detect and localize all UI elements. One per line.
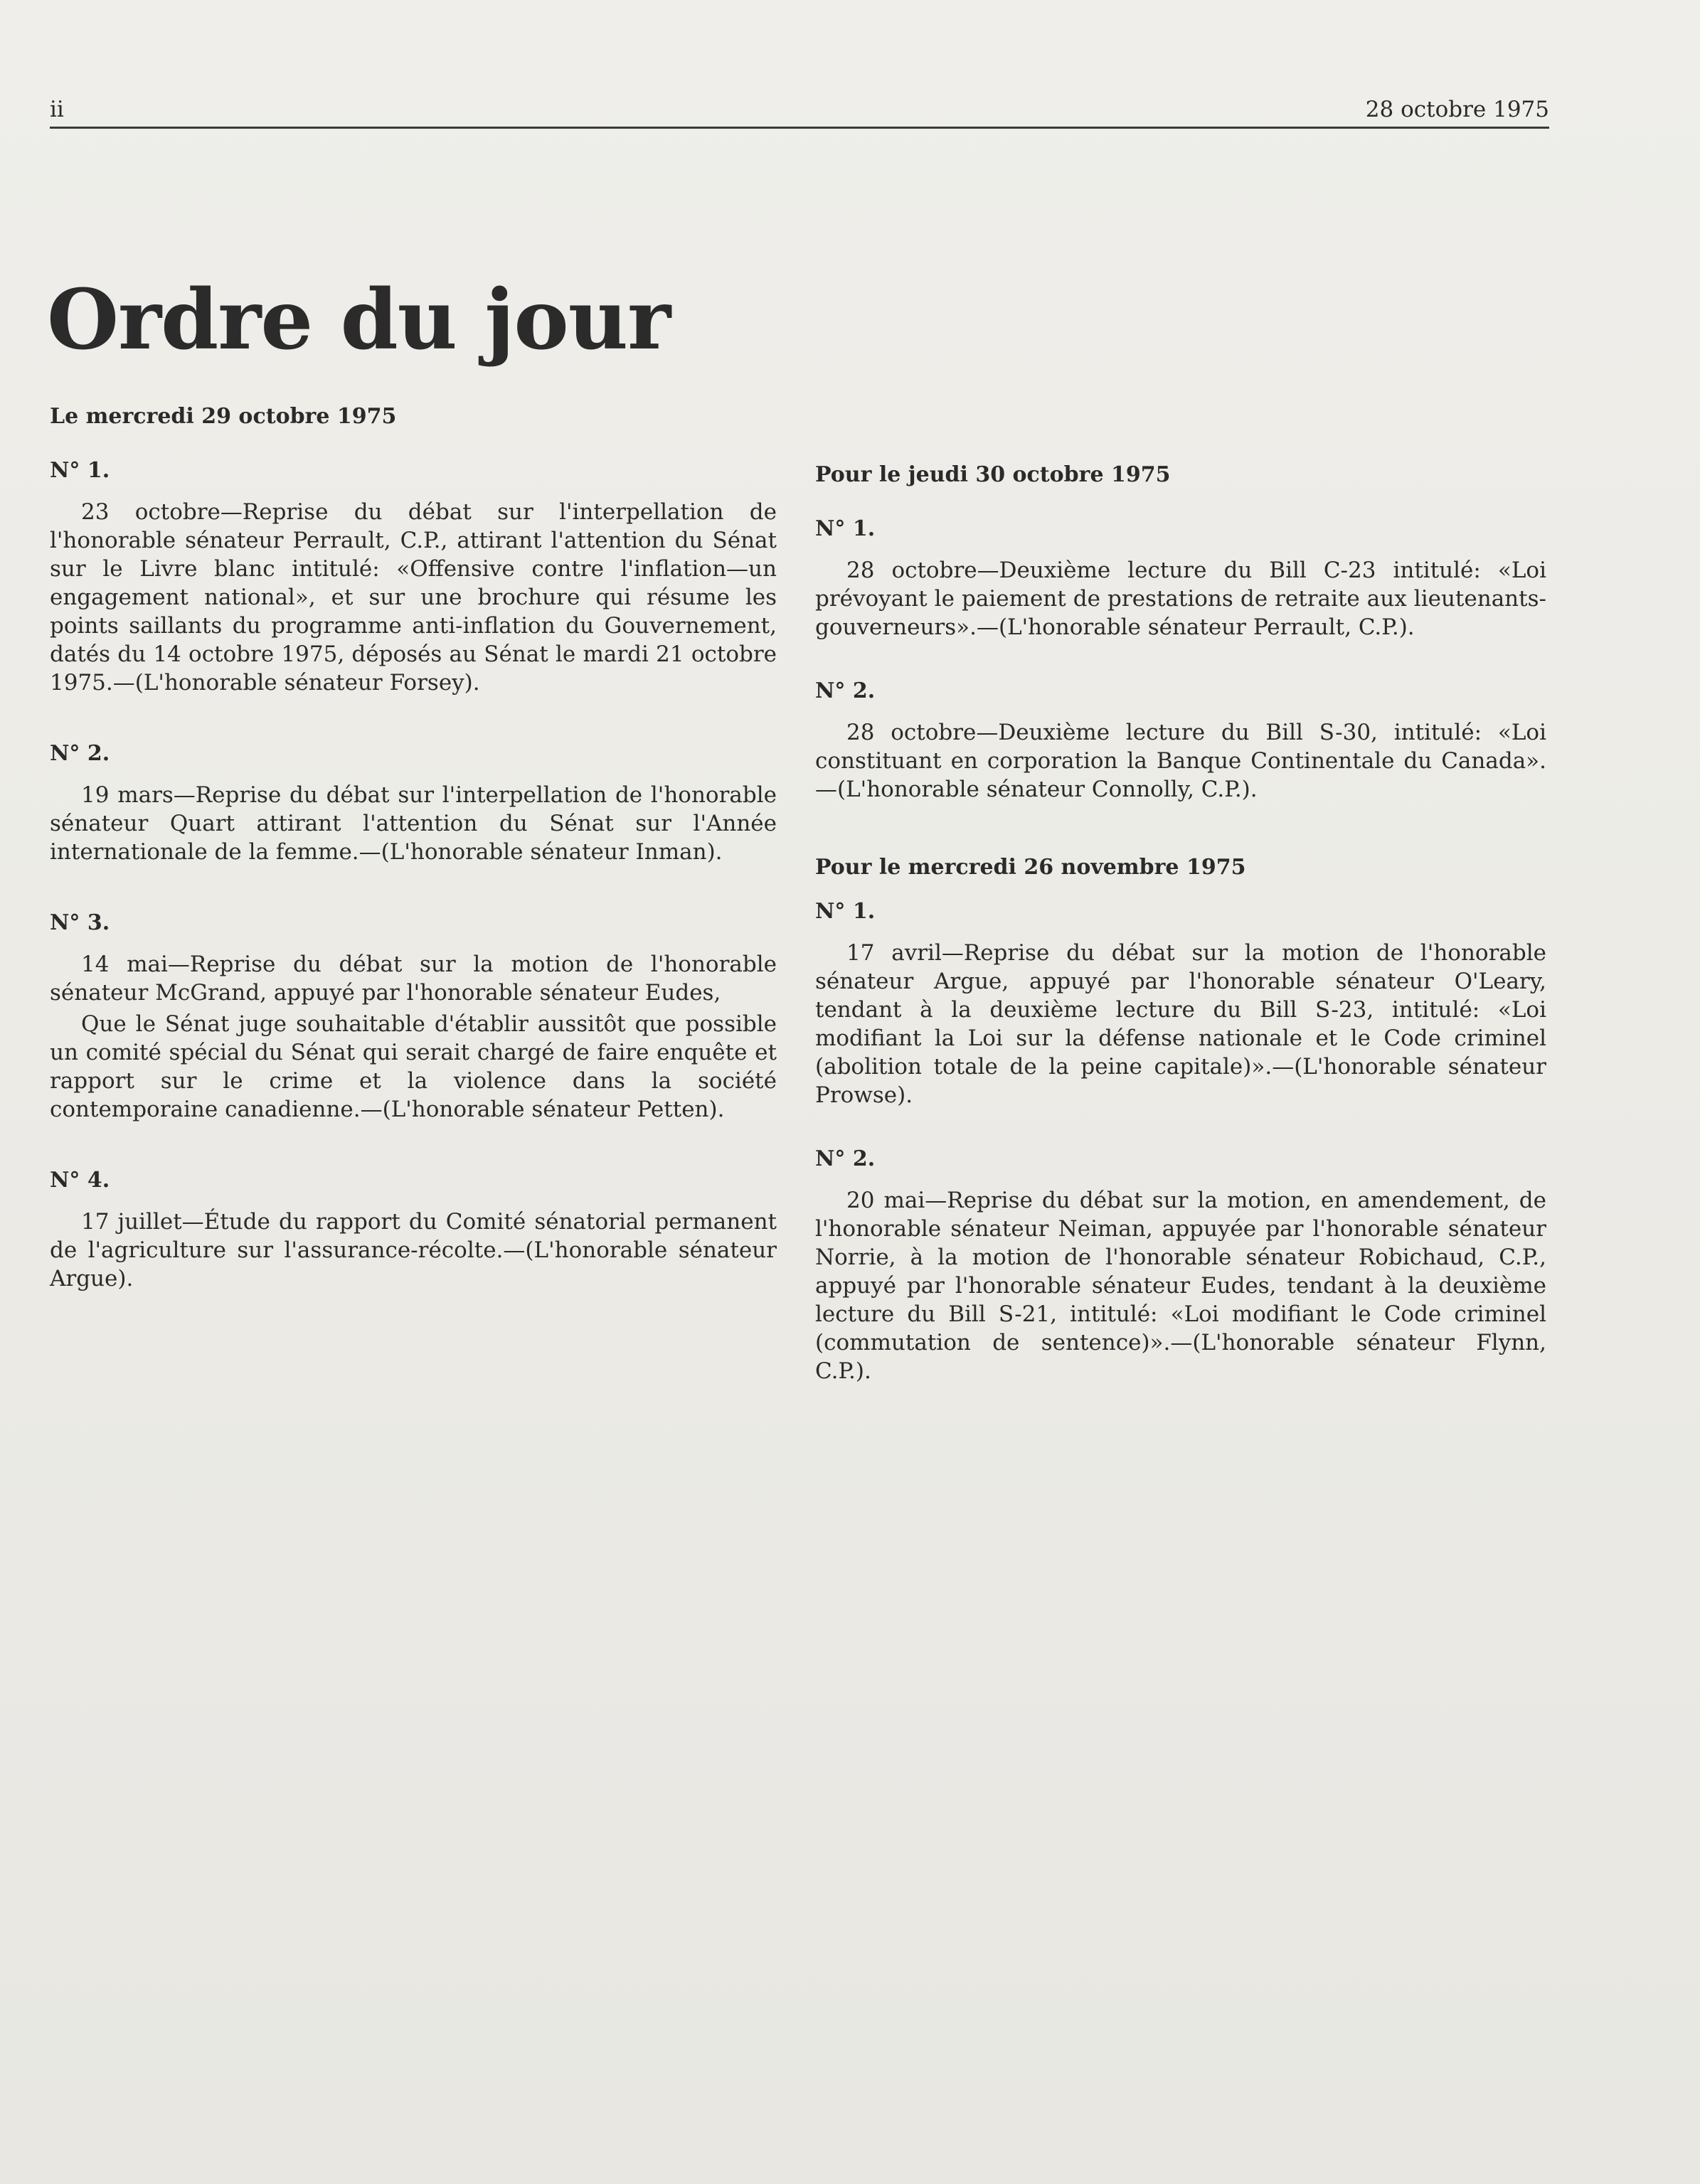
- agenda-section: [815, 461, 1546, 804]
- agenda-item: [815, 677, 1546, 804]
- item-text: 28 octobre—Deuxième lecture du Bill S-30, intitulé: «Loi constituant en corporation la Banque Continentale du Canada».—(L'honorable sénateur Connolly, C.P.).: [815, 720, 1546, 802]
- item-text: 28 octobre—Deuxième lecture du Bill C-23 intitulé: «Loi prévoyant le paiement de prestations de retraite aux lieutenants-gouverneurs».—(L'honorable sénateur Perrault, C.P.).: [815, 558, 1546, 640]
- agenda-item: [50, 1166, 777, 1293]
- item-number: N° 1.: [815, 899, 876, 924]
- item-number: N° 1.: [815, 516, 876, 541]
- page-header: [50, 97, 1549, 129]
- right-column: [815, 461, 1546, 1414]
- item-text: 14 mai—Reprise du débat sur la motion de l'honorable sénateur McGrand, appuyé par l'honorable sénateur Eudes,: [50, 952, 777, 1006]
- left-column: [50, 403, 777, 1321]
- item-number: N° 4.: [50, 1168, 110, 1193]
- header-date: 28 octobre 1975: [1365, 97, 1549, 122]
- item-text: 20 mai—Reprise du débat sur la motion, en amendement, de l'honorable sénateur Neiman, appuyée par l'honorable sénateur Norrie, à la motion de l'honorable sénateur Robichaud, C.P., appuyé par l'honorable sénateur Eudes, tendant à la deuxième lecture du Bill S-21, intitulé: «Loi modifiant le Code criminel (commutation de sentence)».—(L'honorable sénateur Flynn, C.P.).: [815, 1188, 1546, 1384]
- item-number: N° 1.: [50, 458, 110, 483]
- item-text: 19 mars—Reprise du débat sur l'interpellation de l'honorable sénateur Quart attirant l'attention du Sénat sur l'Année internationale de la femme.—(L'honorable sénateur Inman).: [50, 782, 777, 865]
- agenda-item: [815, 515, 1546, 641]
- show-through-text: [825, 292, 849, 372]
- item-number: N° 2.: [815, 1146, 876, 1171]
- date-heading: Le mercredi 29 octobre 1975: [50, 404, 397, 429]
- date-heading: Pour le jeudi 30 octobre 1975: [815, 462, 1171, 487]
- motion-text: Que le Sénat juge souhaitable d'établir aussitôt que possible un comité spécial du Sénat qui serait chargé de faire enquête et rapport sur le crime et la violence dans la société contemporaine canadienne.—(L'honorable sénateur Petten).: [50, 1011, 777, 1122]
- page-title: Ordre du jour: [47, 272, 671, 368]
- agenda-item: [815, 897, 1546, 1109]
- agenda-item: [815, 1145, 1546, 1385]
- date-heading: Pour le mercredi 26 novembre 1975: [815, 855, 1246, 880]
- item-number: N° 3.: [50, 910, 110, 935]
- item-text: 23 octobre—Reprise du débat sur l'interpellation de l'honorable sénateur Perrault, C.P., attirant l'attention du Sénat sur le Livre blanc intitulé: «Offensive contre l'inflation—un engagement national», et sur une brochure qui résume les points saillants du programme anti-inflation du Gouvernement, datés du 14 octobre 1975, déposés au Sénat le mardi 21 octobre 1975.—(L'honorable sénateur Forsey).: [50, 499, 777, 696]
- agenda-item: [50, 457, 777, 697]
- page-number: ii: [50, 97, 64, 122]
- agenda-item: [50, 740, 777, 866]
- item-text: 17 juillet—Étude du rapport du Comité sénatorial permanent de l'agriculture sur l'assurance-récolte.—(L'honorable sénateur Argue).: [50, 1209, 777, 1291]
- item-text: 17 avril—Reprise du débat sur la motion de l'honorable sénateur Argue, appuyé par l'honorable sénateur O'Leary, tendant à la deuxième lecture du Bill S-23, intitulé: «Loi modifiant la Loi sur la défense nationale et le Code criminel (abolition totale de la peine capitale)».—(L'honorable sénateur Prowse).: [815, 940, 1546, 1108]
- agenda-item: [50, 909, 777, 1124]
- item-number: N° 2.: [815, 678, 876, 703]
- agenda-section: [815, 853, 1546, 1385]
- item-number: N° 2.: [50, 741, 110, 766]
